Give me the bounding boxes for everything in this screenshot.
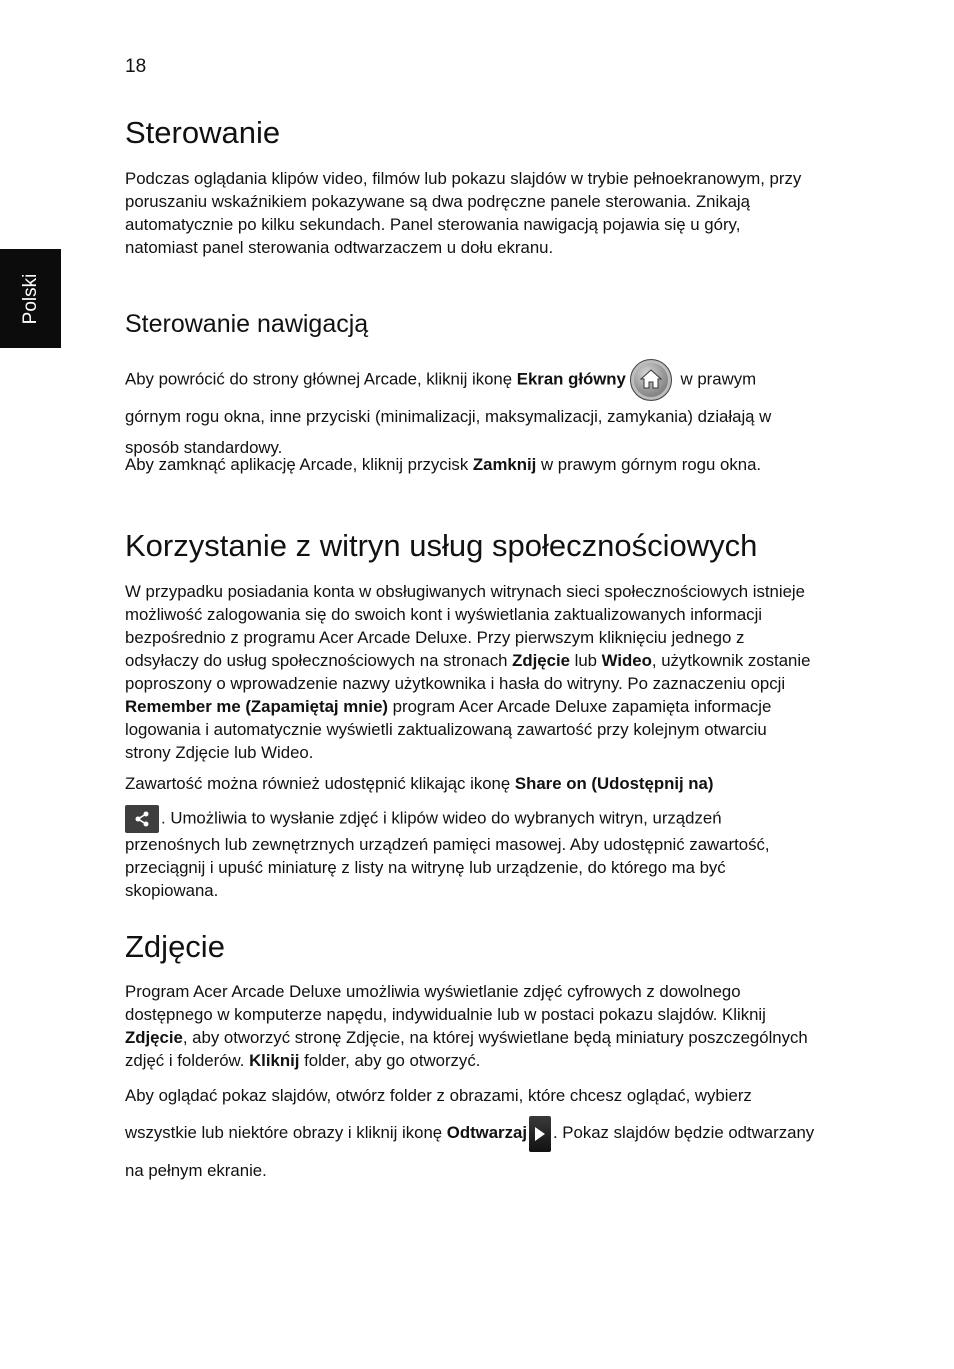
section-title-social: Korzystanie z witryn usług społecznościowych: [125, 528, 758, 563]
section-title-sterowanie: Sterowanie: [125, 115, 281, 150]
text: Aby powrócić do strony głównej Arcade, kliknij ikonę: [125, 369, 517, 389]
text: Aby oglądać pokaz slajdów, otwórz folder z obrazami, które chcesz oglądać, wybierz wszystkie lub niektóre obrazy i kliknij ikonę: [125, 1086, 752, 1142]
text: Program Acer Arcade Deluxe umożliwia wyświetlanie zdjęć cyfrowych z dowolnego dostępnego w komputerze napędu, indywidualnie lub w postaci pokazu slajdów. Kliknij: [125, 982, 766, 1024]
zdjecie-paragraph-1: [125, 980, 815, 1072]
text: , aby otworzyć stronę Zdjęcie, na której wyświetlane będą miniatury poszczególnych zdjęć i folderów.: [125, 1028, 808, 1070]
text: . Pokaz slajdów będzie odtwarzany na pełnym ekranie.: [125, 1123, 815, 1180]
nawigacja-paragraph-2: [125, 453, 815, 476]
zdjecie-paragraph-2: [125, 1077, 815, 1189]
text: . Umożliwia to wysłanie zdjęć i klipów wideo do wybranych witryn, urządzeń przenośnych lub zewnętrznych urządzeń pamięci masowej. Aby udostępnić zawartość, przeciągnij i upuść miniaturę z listy na witrynę lub urządzenie, do którego ma być skopiowana.: [125, 808, 770, 900]
language-side-tab: [0, 249, 61, 348]
home-icon: [630, 359, 672, 401]
text: w prawym górnym rogu okna.: [536, 455, 762, 474]
bold-text: Zamknij: [472, 455, 537, 474]
bold-text: Ekran główny: [516, 369, 626, 389]
text: Aby zamknąć aplikację Arcade, kliknij przycisk: [125, 455, 473, 474]
text: program Acer Arcade Deluxe zapamięta informacje logowania i automatycznie wyświetli zaktualizowaną zawartość przy kolejnym otwarciu strony Zdjęcie lub Wideo.: [125, 697, 772, 762]
social-paragraph-1: [125, 580, 815, 764]
bold-text: Remember me (Zapamiętaj mnie): [125, 697, 388, 716]
bold-text: Kliknij: [249, 1051, 300, 1070]
social-paragraph-3: [125, 805, 815, 902]
page-number: 18: [125, 56, 147, 77]
nawigacja-paragraph-1: [125, 359, 815, 463]
text: lub: [569, 651, 602, 670]
sterowanie-intro: Podczas oglądania klipów video, filmów lub pokazu slajdów w trybie pełnoekranowym, przy poruszaniu wskaźnikiem pokazywane są dwa podręczne panele sterowania. Znikają automatycznie po kilku sekundach. Panel sterowania nawigacją pojawia się u góry, natomiast panel sterowania odtwarzaczem u dołu ekranu.: [125, 169, 802, 257]
text: folder, aby go otworzyć.: [299, 1051, 481, 1070]
bold-text: Wideo: [601, 651, 652, 670]
text: W przypadku posiadania konta w obsługiwanych witrynach sieci społecznościowych istnieje możliwość zalogowania się do swoich kont i wyświetlania zaktualizowanych informacji bezpośrednio z programu Acer Arcade Deluxe. Przy pierwszym kliknięciu jednego z odsyłaczy do usług społecznościowych na stronach: [125, 582, 805, 670]
section-title-zdjecie: Zdjęcie: [125, 929, 225, 964]
text: w prawym górnym rogu okna, inne przyciski (minimalizacji, maksymalizacji, zamykania) działają w sposób standardowy.: [125, 369, 772, 457]
social-paragraph-2: [125, 772, 815, 795]
bold-text: Zdjęcie: [125, 1028, 183, 1047]
language-label: Polski: [19, 273, 41, 324]
play-icon: [529, 1116, 551, 1152]
bold-text: Odtwarzaj: [446, 1123, 527, 1142]
text: , użytkownik zostanie poproszony o wprowadzenie nazwy użytkownika i hasła do witryny. Po zaznaczeniu opcji: [125, 651, 811, 693]
share-icon: [125, 805, 159, 833]
subsection-title-nawigacja: Sterowanie nawigacją: [125, 310, 369, 338]
text: Zawartość można również udostępnić klikając ikonę: [125, 774, 515, 793]
bold-text: Zdjęcie: [512, 651, 570, 670]
bold-text: Share on (Udostępnij na): [514, 774, 714, 793]
